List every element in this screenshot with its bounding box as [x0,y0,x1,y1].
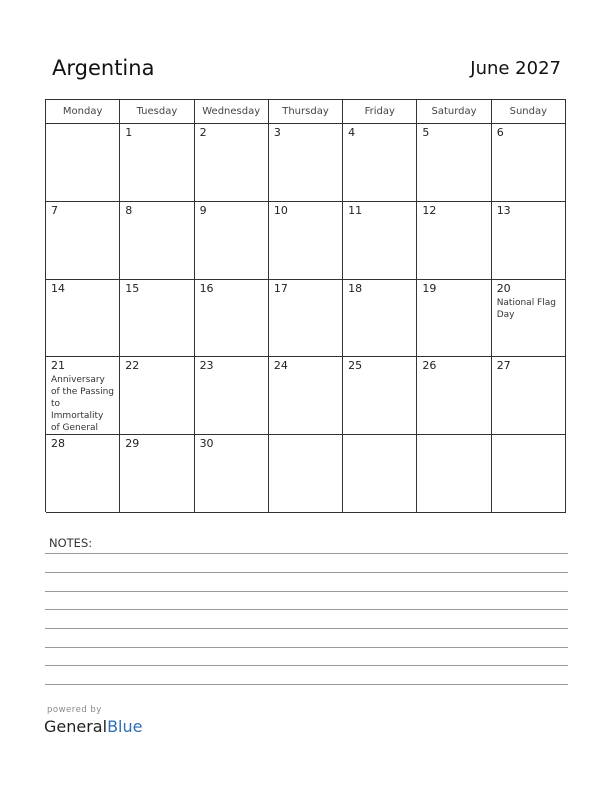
week-row-1 [46,124,566,202]
brand-general-text: General [44,717,108,736]
day-number: 10 [273,203,288,217]
day-number: 21 [51,359,65,373]
day-number: 26 [422,359,437,373]
day-cell [46,280,120,358]
day-number: 5 [422,126,430,139]
day-number: 7 [51,203,58,217]
note-line [45,591,568,592]
country-title: Argentina [52,56,155,80]
day-cell [417,280,491,358]
week-row-2 [46,202,566,280]
day-number: 28 [51,437,65,451]
day-number: 29 [125,437,140,451]
notes-label: NOTES: [49,536,93,550]
weekday-sunday: Sunday [492,100,566,124]
day-cell [195,357,269,435]
day-cell [417,202,491,280]
day-cell [492,435,566,513]
day-cell [343,435,417,513]
calendar-grid [45,99,566,512]
day-cell [120,357,194,435]
note-line [45,684,568,685]
brand-blue-text: Blue [107,717,143,736]
day-cell [120,435,194,513]
weekday-header-row [46,100,566,124]
day-number: 14 [51,281,65,295]
day-cell [195,124,269,202]
note-line [45,647,568,648]
day-cell [46,124,120,202]
day-cell [269,124,343,202]
day-cell [46,435,120,513]
day-number: 2 [199,126,207,139]
day-cell [417,435,491,513]
day-cell [120,202,194,280]
weekday-saturday: Saturday [417,100,491,124]
day-number: 8 [125,203,133,217]
day-cell [120,280,194,358]
day-cell [492,280,566,358]
day-cell [269,435,343,513]
note-line [45,628,568,629]
day-cell [417,357,491,435]
day-number: 30 [199,437,214,451]
day-number: 3 [273,126,281,139]
day-number: 13 [496,203,511,217]
day-cell [492,357,566,435]
day-number: 27 [496,359,511,373]
note-line [45,665,568,666]
day-cell [343,357,417,435]
day-number: 4 [348,126,356,139]
generalblue-logo [44,717,142,736]
month-title: June 2027 [470,58,561,79]
weekday-wednesday: Wednesday [195,100,269,124]
day-cell [195,435,269,513]
day-cell [195,202,269,280]
day-number: 22 [125,359,140,373]
day-cell [46,357,120,435]
day-cell [46,202,120,280]
holiday-label: National Flag Day [496,297,556,320]
holiday-label: Anniversary of the Passing to Immortality of General [51,375,114,434]
day-number: 16 [199,281,214,295]
day-cell [120,124,194,202]
weekday-tuesday: Tuesday [120,100,194,124]
day-number: 19 [422,281,437,295]
day-number: 12 [422,203,437,217]
day-cell [417,124,491,202]
day-number: 18 [348,281,363,295]
day-number: 25 [348,359,363,373]
day-number: 20 [496,281,511,295]
day-cell [492,202,566,280]
note-line [45,572,568,573]
week-row-4 [46,357,566,435]
weekday-friday: Friday [343,100,417,124]
week-row-5 [46,435,566,513]
day-number: 15 [125,281,140,295]
weekday-thursday: Thursday [269,100,343,124]
day-number: 11 [348,203,363,217]
day-cell [269,357,343,435]
powered-by-text: powered by [47,705,102,715]
note-line [45,553,568,554]
day-cell [343,280,417,358]
day-cell [343,124,417,202]
day-cell [492,124,566,202]
day-number: 17 [273,281,288,295]
note-line [45,609,568,610]
day-cell [269,280,343,358]
day-cell [195,280,269,358]
day-number: 9 [199,203,207,217]
day-number: 6 [496,126,504,139]
weekday-monday: Monday [46,100,120,124]
day-cell [343,202,417,280]
week-row-3 [46,280,566,358]
day-number: 24 [273,359,288,373]
day-number: 1 [125,126,133,139]
day-number: 23 [199,359,214,373]
day-cell [269,202,343,280]
